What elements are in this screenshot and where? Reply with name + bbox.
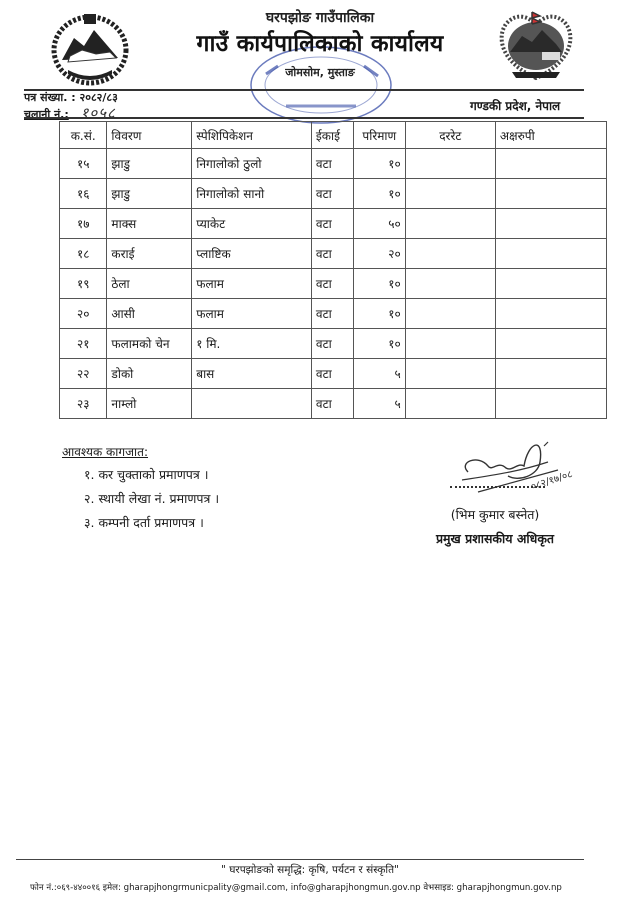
cell-in-words [495,239,606,269]
svg-text:०८२/१७/०८: ०८२/१७/०८ [529,469,574,493]
cell-rate [405,299,495,329]
cell-quantity: ५० [353,209,405,239]
cell-unit: वटा [311,389,353,419]
table-row [60,209,607,239]
cell-sn: २१ [60,329,107,359]
cell-unit: वटा [311,149,353,179]
cell-description: माक्स [107,209,192,239]
table-header-row [60,122,607,149]
cell-unit: वटा [311,209,353,239]
cell-specification: निगालोको ठुलो [192,149,312,179]
cell-description: कराई [107,239,192,269]
cell-sn: १५ [60,149,107,179]
letter-ref-value: २०८२/८३ [79,91,118,104]
cell-description: फलामको चेन [107,329,192,359]
cell-sn: २० [60,299,107,329]
required-documents-list [84,466,219,538]
signatory-name: (भिम कुमार बस्नेत) [450,507,540,522]
table-row [60,239,607,269]
table-row [60,329,607,359]
cell-sn: १७ [60,209,107,239]
col-header-in-words: अक्षरुपी [495,122,606,149]
signatory-title: प्रमुख प्रशासकीय अधिकृत [435,531,555,546]
cell-sn: १६ [60,179,107,209]
dispatch-value: १०५८ [80,104,116,122]
cell-specification: फलाम [192,269,312,299]
cell-specification: प्लाष्टिक [192,239,312,269]
cell-in-words [495,359,606,389]
cell-description: झाडु [107,179,192,209]
col-header-rate: दररेट [405,122,495,149]
required-document-item: १. कर चुक्ताको प्रमाणपत्र । [84,467,209,482]
nepal-emblem-logo [48,8,132,86]
province-name: गण्डकी प्रदेश, नेपाल [470,99,561,113]
required-document-item: ३. कम्पनी दर्ता प्रमाणपत्र । [84,515,204,530]
table-row [60,269,607,299]
cell-sn: १८ [60,239,107,269]
cell-unit: वटा [311,329,353,359]
letter-ref-label: पत्र संख्या. : [24,91,76,104]
required-document-item: २. स्थायी लेखा नं. प्रमाणपत्र । [84,491,220,506]
office-location: जोमसोम, मुस्ताङ [285,66,355,79]
col-header-sn: क.सं. [60,122,107,149]
cell-quantity: २० [353,239,405,269]
cell-in-words [495,389,606,419]
signature-line [450,486,545,488]
cell-sn: २२ [60,359,107,389]
municipality-name: घरपझोङ गाउँपालिका [265,10,375,26]
cell-specification: निगालोको सानो [192,179,312,209]
cell-rate [405,389,495,419]
cell-description: डोको [107,359,192,389]
cell-specification: १ मि. [192,329,312,359]
cell-quantity: १० [353,179,405,209]
cell-quantity: १० [353,329,405,359]
col-header-quantity: परिमाण [353,122,405,149]
col-header-unit: ईकाई [311,122,353,149]
cell-unit: वटा [311,179,353,209]
cell-unit: वटा [311,239,353,269]
cell-sn: २३ [60,389,107,419]
cell-in-words [495,329,606,359]
footer-slogan: " घरपझोङको समृद्धि: कृषि, पर्यटन र संस्कृति" [221,864,399,876]
cell-description: झाडु [107,149,192,179]
table-row [60,149,607,179]
cell-in-words [495,209,606,239]
cell-rate [405,149,495,179]
cell-rate [405,179,495,209]
cell-unit: वटा [311,269,353,299]
cell-in-words [495,179,606,209]
footer-rule [16,859,584,860]
cell-quantity: ५ [353,359,405,389]
cell-in-words [495,269,606,299]
cell-specification: बास [192,359,312,389]
cell-specification: प्याकेट [192,209,312,239]
required-documents-title: आवश्यक कागजात: [62,445,149,459]
cell-description: नाम्लो [107,389,192,419]
dispatch-number [24,103,116,123]
cell-sn: १९ [60,269,107,299]
col-header-specification: स्पेशिपिकेशन [192,122,312,149]
cell-rate [405,329,495,359]
cell-quantity: १० [353,299,405,329]
table-row [60,359,607,389]
municipality-logo [492,8,580,84]
cell-rate [405,239,495,269]
cell-unit: वटा [311,359,353,389]
footer-contact: फोन नं.:०६९-४४००१६ इमेल: gharapjhongrmunicpality@gmail.com, info@gharapjhongmun.gov.np वेभसाइड: gharapjhongmun.gov.np [30,883,562,893]
cell-unit: वटा [311,299,353,329]
cell-specification [192,389,312,419]
cell-description: ठेला [107,269,192,299]
office-title: गाउँ कार्यपालिकाको कार्यालय [196,31,444,57]
cell-specification: फलाम [192,299,312,329]
table-row [60,389,607,419]
cell-rate [405,269,495,299]
cell-quantity: १० [353,149,405,179]
cell-in-words [495,149,606,179]
table-row [60,299,607,329]
header-rule-bottom [24,117,584,119]
handwritten-signature [448,432,578,502]
items-table [59,121,607,419]
cell-in-words [495,299,606,329]
cell-quantity: १० [353,269,405,299]
table-row [60,179,607,209]
cell-rate [405,209,495,239]
cell-description: आसी [107,299,192,329]
dispatch-label: चलानी नं.: [24,108,69,121]
cell-quantity: ५ [353,389,405,419]
cell-rate [405,359,495,389]
col-header-description: विवरण [107,122,192,149]
